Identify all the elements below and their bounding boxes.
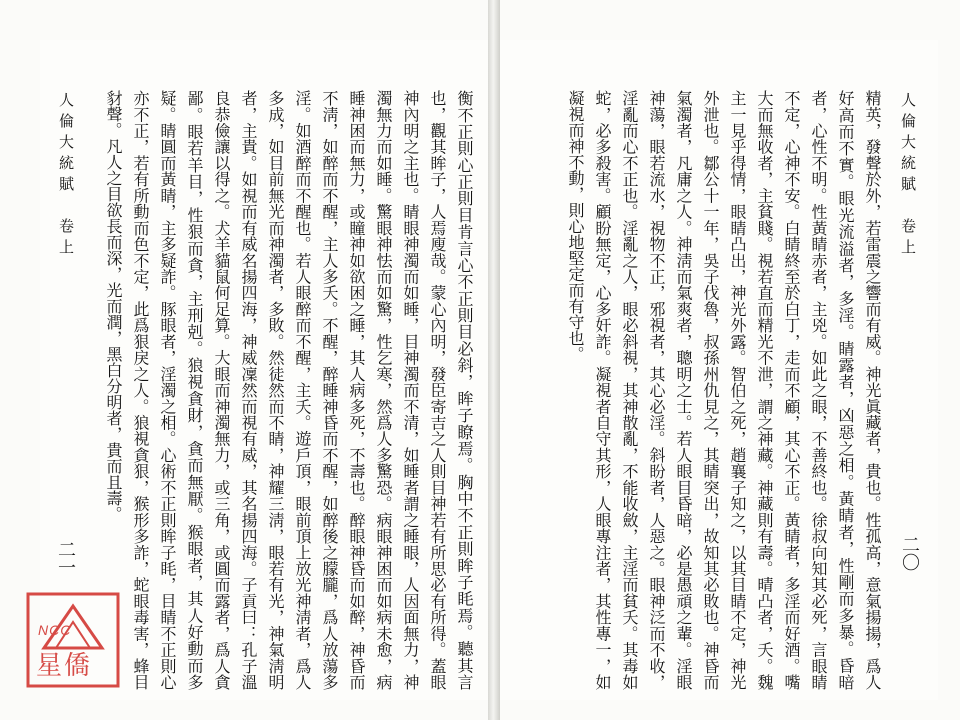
left-page-text: 衡不正則心正則目肯言心不正則目必斜，眸子瞭焉。胸中不正則眸子眊焉。聽其言也，觀其眸子，人焉廋哉。蒙心內明，發臣寄吉之人則目神若有所思必有所得。蓋眼神內明之主也。睛眼神濁而如睡，目神濁而不清，如睡者謂之睡眼，人因面無力，神濁無力而如睡。驚眼神怯而如驚，性乞寒，然爲人多驚恐。病眼神困而如病未愈，病睡神困而無力，或瞳神如欲困之睡，其人病多死，不壽也。醉眼神昏而如醉，神昏而不淸，如醉而不醒，主人多夭。不醒，醉睡神昏而不醒，如醉後之朦朧，爲人放蕩多淫。如酒醉而不醒也。若人眼醉而不醒，主夭。遊戶頂，眼前頂上放光神淸者，爲人多成，如目前無光而神濁者，多敗。然徒然而不睛，神耀三淸，眼若有光，神氣淸明者，主貴。如視而有威名揚四海，神威凜然而視有威，其名揚四海。子貢曰：孔子溫良恭儉讓以得之。犬羊貓鼠何足算。大眼而神濁無力，或三角，或圓而露者，爲人貪鄙。眼若羊目，性狠而貪，主刑剋。狼視貪財，貪而無厭。猴眼者，其人好動而多疑。睛圓而黃睛，主多疑詐。豚眼者，淫濁之相。心術不正則眸子眊，目睛不正則心亦不正，若有所動而色不定，此爲狠戾之人。狼視貪狠，猴形多詐，蛇眼毒害，蜂目豺聲。凡人之目欲長而深，光而潤，黑白分明者，貴而且壽。	[104, 90, 474, 690]
right-page-text: 精英，發聲於外，若雷震之響而有威。神光眞藏者，貴也。性孤高，意氣揚揚，爲人好高而不實。眼光流溢者，多淫。睛露者，凶惡之相。黃睛者，性剛而多暴。昏暗者，心性不明。性黃睛赤者，主兇。如此之眼，不善終也。徐叔向知其必死，言眼睛不定，心神不安。白睛終至於白丁，走而不顧，其心不正。黃睛者，多淫而好酒。嘴大而無收者，主貧賤。視若直而精光不泄，謂之神藏。神藏則有壽。晴凸者，夭。魏主一見乎得情，眼睛凸出，神光外露。智伯之死，趙襄子知之，以其目睛不定，神光外泄也。鄒公十一年，吳子伐魯，叔孫州仇見之，其睛突出，故知其必敗也。神昏而氣濁者，凡庸之人。神淸而氣爽者，聰明之士。若人眼目昏暗，必是愚頑之輩。淫眼神蕩，眼若流水，視物不正，邪視者，其心必淫。斜盼者，人惡之。眼神泛而不收，淫亂而心不正也。淫亂之人，眼必斜視，其神散亂，不能收斂，主淫而貧夭。其毒如蛇，必多殺害。顧盼無定，心多奸詐。凝視者自守其形，人眼專注者，其性專一，如凝視而神不動，則心地堅定而有守也。	[566, 90, 882, 690]
right-running-head: 人倫大統賦 卷上	[899, 92, 917, 260]
right-page-number: 二〇	[899, 535, 920, 571]
seal-text-bottom: 星僑	[36, 651, 93, 681]
seal-text-top: NCC	[38, 622, 72, 638]
left-running-head: 人倫大統賦 卷上	[57, 92, 75, 260]
book-gutter	[488, 0, 500, 720]
left-page-number: 二一	[55, 540, 76, 576]
